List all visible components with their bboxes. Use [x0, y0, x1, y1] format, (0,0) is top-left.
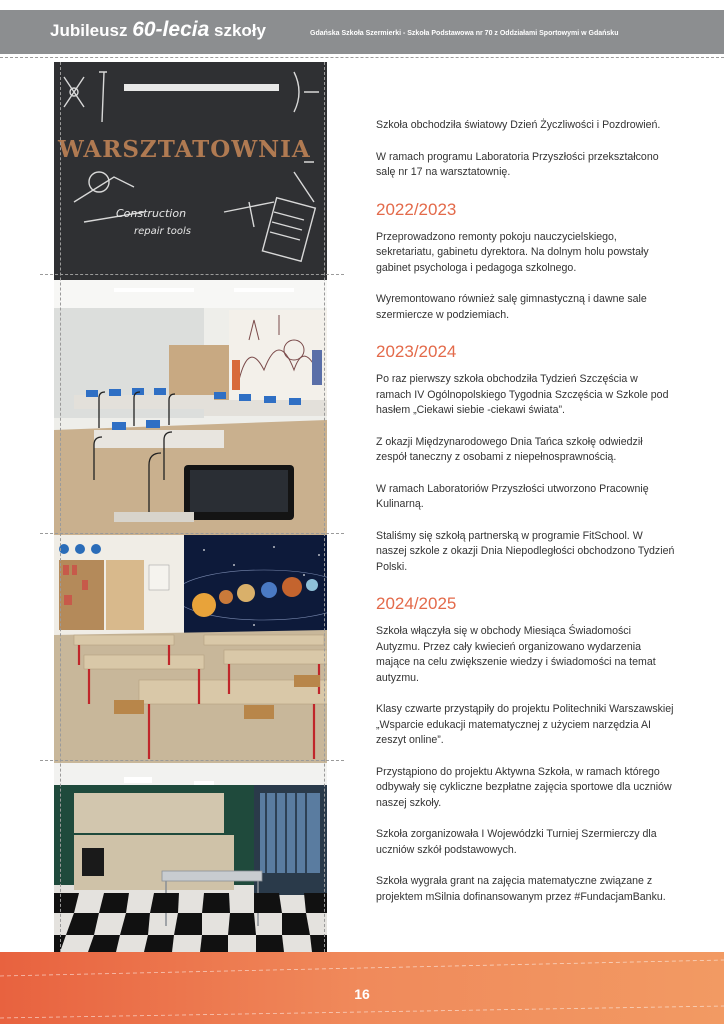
section-paragraph: W ramach Laboratoriów Przyszłości utworzono Pracownię Kulinarną.: [376, 482, 649, 510]
photo-workshop: [54, 62, 327, 280]
workshop-illustration: [54, 62, 327, 280]
culinary-room-illustration: [54, 763, 327, 952]
page-number: 16: [354, 986, 370, 1002]
section-paragraph: Przystąpiono do projektu Aktywna Szkoła, w ramach którego odbywały się cykliczne bezpłatne zajęcia sportowe dla uczniów naszej szkoły.: [376, 765, 672, 809]
section-paragraph: Przeprowadzono remonty pokoju nauczycielskiego, sekretariatu, gabinetu dyrektora. Na dolnym holu powstały gabinet psychologa i pedagoga szkolnego.: [376, 230, 649, 274]
photo-culinary-room: [54, 763, 327, 952]
page-header: [0, 0, 724, 62]
section-paragraph: Staliśmy się szkołą partnerską w programie FitSchool. W naszej szkole z okazji Dnia Niepodległości obchodzono Tydzień Polski.: [376, 529, 675, 573]
guide-vertical-left: [60, 62, 61, 952]
page-footer: [0, 952, 724, 1024]
title-highlight: 60-lecia: [132, 18, 210, 41]
science-classroom-illustration: [54, 535, 327, 763]
guide-vertical-right: [324, 62, 325, 952]
title-prefix: Jubileusz: [50, 21, 128, 40]
photo-language-lab: [54, 280, 327, 535]
header-dashed-line: [0, 57, 724, 58]
section-year-2023-2024: 2023/2024: [376, 342, 457, 361]
section-year-2024-2025: 2024/2025: [376, 594, 457, 613]
section-year-2022-2023: 2022/2023: [376, 199, 457, 219]
header-title: [50, 18, 266, 42]
workshop-caption-1: Construction: [116, 207, 187, 220]
language-lab-illustration: [54, 280, 327, 535]
section-paragraph: Szkoła włączyła się w obchody Miesiąca Świadomości Autyzmu. Przez cały kwiecień organizowano wydarzenia mające na celu zwiększenie wiedzy i świadomości na temat autyzmu.: [376, 625, 656, 684]
header-subtitle: Gdańska Szkoła Szermierki - Szkoła Podstawowa nr 70 z Oddziałami Sportowymi w Gdańsku: [310, 30, 619, 37]
section-paragraph: Szkoła wygrała grant na zajęcia matematyczne związane z projektem mSilnia dofinansowanym przez #FundacjamBanku.: [376, 875, 666, 903]
title-suffix: szkoły: [214, 21, 266, 40]
section-paragraph: Po raz pierwszy szkoła obchodziła Tydzień Szczęścia w ramach IV Ogólnopolskiego Tygodnia Szczęścia w Szkole pod hasłem „Ciekawi siebie -ciekawi świata”.: [376, 373, 669, 416]
guide-horizontal-3: [40, 760, 344, 761]
main-content: [376, 118, 676, 921]
section-paragraph: Z okazji Międzynarodowego Dnia Tańca szkołę odwiedził zespół taneczny z osobami z niepełnosprawnością.: [376, 435, 643, 463]
intro-paragraph-2: W ramach programu Laboratoria Przyszłości przekształcono salę nr 17 na warsztatownię.: [376, 150, 659, 178]
workshop-sign: WARSZTATOWNIA: [58, 136, 311, 163]
section-paragraph: Szkoła zorganizowała I Wojewódzki Turniej Szermierczy dla uczniów szkół podstawowych.: [376, 828, 657, 856]
workshop-caption-2: repair tools: [134, 226, 191, 237]
section-paragraph: Klasy czwarte przystąpiły do projektu Politechniki Warszawskiej „Wsparcie edukacji matematycznej z użyciem narzędzia AI zeszyt online”.: [376, 703, 674, 746]
guide-horizontal-1: [40, 274, 344, 275]
intro-paragraph-1: Szkoła obchodziła światowy Dzień Życzliwości i Pozdrowień.: [376, 119, 661, 131]
section-paragraph: Wyremontowano również salę gimnastyczną i dawne sale szermiercze w podziemiach.: [376, 293, 647, 321]
guide-horizontal-2: [40, 533, 344, 534]
photo-science-classroom: [54, 535, 327, 763]
